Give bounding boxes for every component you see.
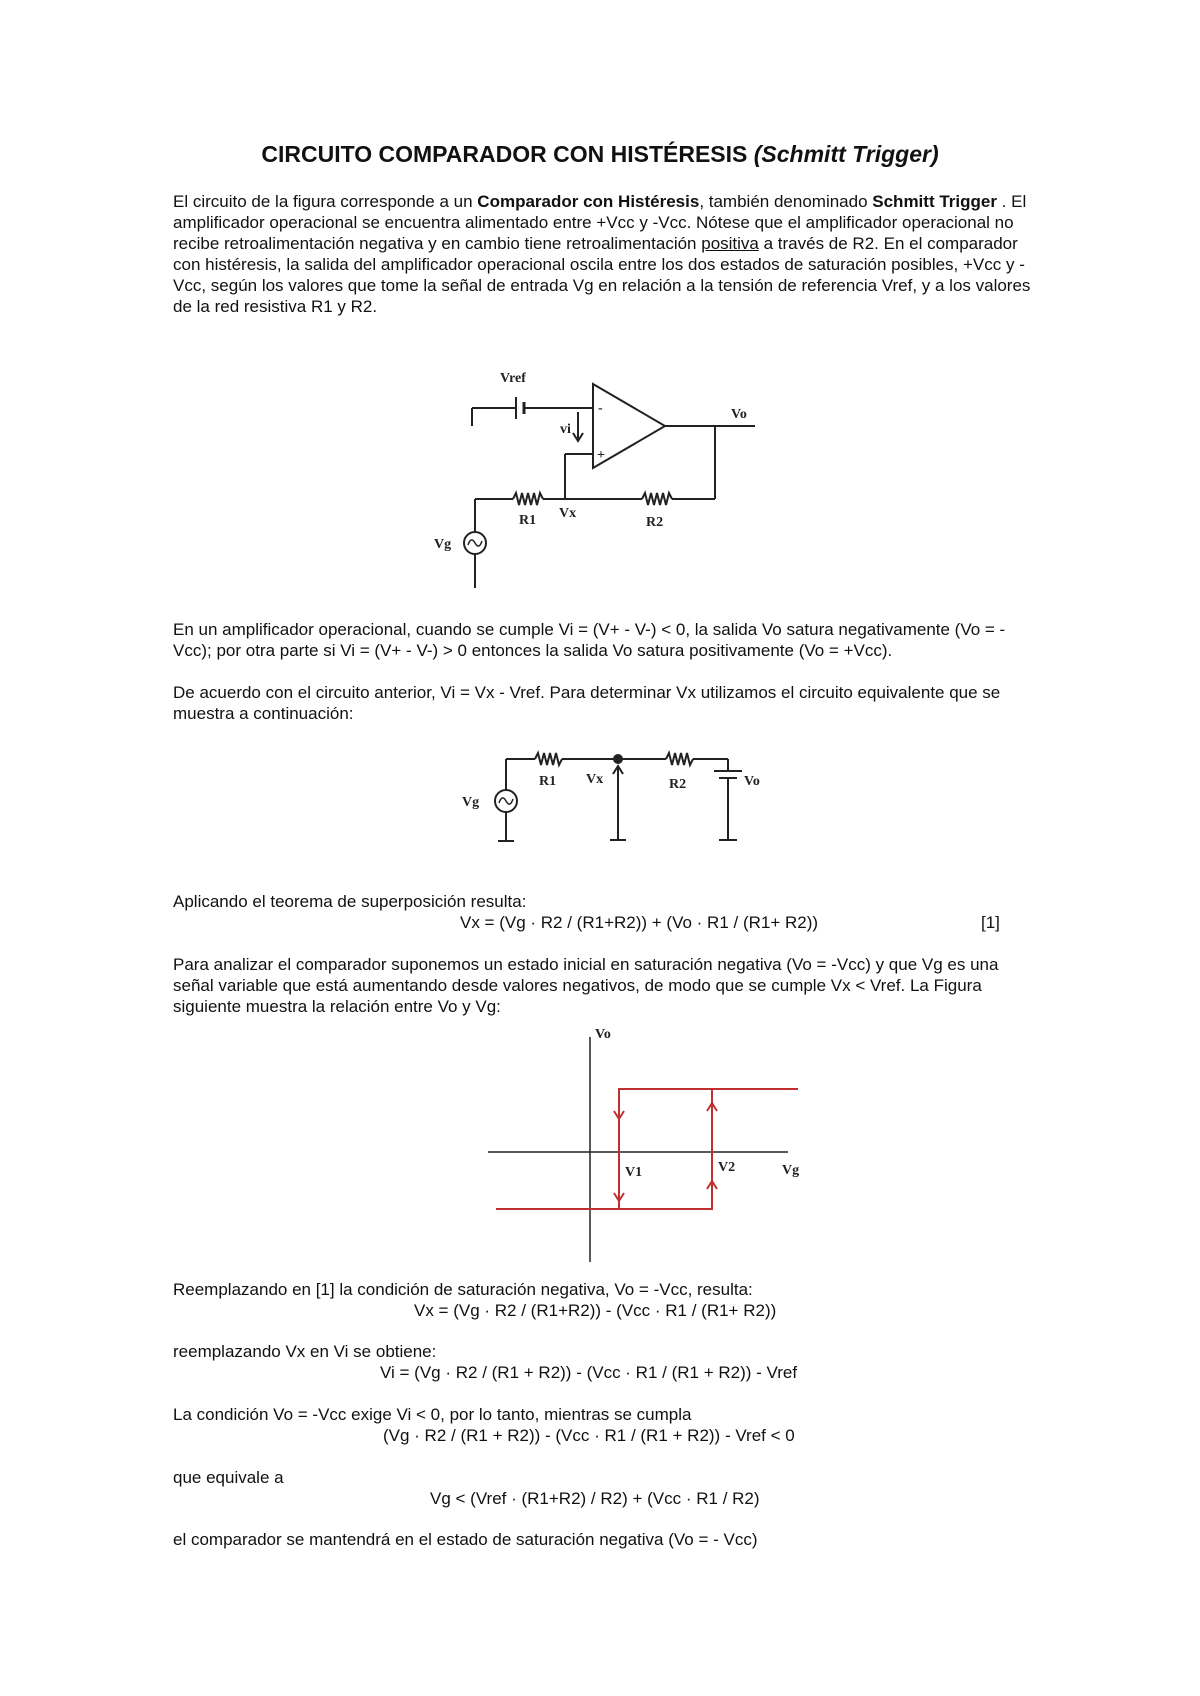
intro-text-1: El circuito de la figura corresponde a un (173, 192, 478, 211)
intro-text-2: , también denominado (699, 192, 873, 211)
equation-2: Vx = (Vg · R2 / (R1+R2)) - (Vcc · R1 / (R1+ R2)) (414, 1301, 777, 1320)
equation-3: Vi = (Vg · R2 / (R1 + R2)) - (Vcc · R1 / (R1 + R2)) - Vref (380, 1363, 798, 1382)
fig1-label-plus: + (597, 448, 605, 463)
fig1-label-r2: R2 (646, 515, 664, 530)
intro-paragraph (173, 191, 1035, 317)
hysteresis-loop (496, 1089, 798, 1209)
fig2-label-r2: R2 (669, 777, 687, 792)
figure-equivalent-circuit (455, 745, 775, 855)
r2-resistor (642, 493, 672, 505)
paragraph-saturation: En un amplificador operacional, cuando se cumple Vi = (V+ - V-) < 0, la salida Vo satura negativamente (Vo = -Vcc); por otra parte si Vi = (V+ - V-) > 0 entonces la salida Vo satura positivamente (Vo = +Vcc). (173, 620, 1006, 660)
fig2-label-vx: Vx (586, 772, 604, 787)
paragraph-superposition: Aplicando el teorema de superposición resulta: (173, 892, 527, 911)
paragraph-replacing: Reemplazando en [1] la condición de saturación negativa, Vo = -Vcc, resulta: (173, 1280, 753, 1299)
fig1-label-r1: R1 (519, 513, 537, 528)
figure-schmitt-circuit (420, 360, 780, 600)
fig2-label-vo: Vo (744, 774, 760, 789)
paragraph-replacing-vx: reemplazando Vx en Vi se obtiene: (173, 1342, 437, 1361)
fig2-label-vg: Vg (462, 795, 480, 810)
paragraph-condition: La condición Vo = -Vcc exige Vi < 0, por lo tanto, mientras se cumpla (173, 1405, 692, 1424)
title-main: CIRCUITO COMPARADOR CON HISTÉRESIS (261, 141, 748, 167)
equation-1-number: [1] (981, 913, 1000, 932)
fig3-label-vg: Vg (782, 1163, 800, 1178)
fig3-label-v1: V1 (625, 1165, 643, 1180)
intro-text-4: a través de R2. En el comparador con histéresis, la salida del amplificador operacional oscila entre los dos estados de saturación posibles, +Vcc y -Vcc, según los valores que tome la señal de entrada Vg en relación a la tensión de referencia Vref, y a los valores de la red resistiva R1 y R2. (173, 234, 1031, 316)
fig3-label-v2: V2 (718, 1160, 736, 1175)
fig1-label-vg: Vg (434, 537, 452, 552)
equation-4: (Vg · R2 / (R1 + R2)) - (Vcc · R1 / (R1 + R2)) - Vref < 0 (383, 1426, 795, 1445)
r2-resistor-eq (666, 753, 693, 765)
paragraph-analysis: Para analizar el comparador suponemos un estado inicial en saturación negativa (Vo = -Vcc) y que Vg es una señal variable que está aumentando desde valores negativos, de modo que se cumple Vx < Vref. La Figura siguiente muestra la relación entre Vo y Vg: (173, 955, 999, 1016)
figure-hysteresis-curve (485, 1025, 815, 1265)
paragraph-equivalent: De acuerdo con el circuito anterior, Vi = Vx - Vref. Para determinar Vx utilizamos el circuito equivalente que se muestra a continuación: (173, 683, 1001, 723)
page-title (0, 141, 1200, 168)
r1-resistor-eq (535, 753, 562, 765)
fig1-label-vi: vi (560, 422, 571, 437)
equation-5: Vg < (Vref · (R1+R2) / R2) + (Vcc · R1 / R2) (430, 1489, 760, 1508)
intro-bold-2: Schmitt Trigger (872, 192, 997, 211)
intro-text-3: . El amplificador operacional se encuentra alimentado entre +Vcc y -Vcc. Nótese que el amplificador operacional no recibe retroalimentación negativa y en cambio tiene retroalimentación (173, 192, 1027, 253)
curve-rising (496, 1089, 798, 1209)
fig1-label-minus: - (598, 401, 603, 416)
fig2-label-r1: R1 (539, 774, 557, 789)
intro-underlined: positiva (701, 234, 759, 253)
fig1-label-vref: Vref (500, 371, 526, 386)
paragraph-conclusion: el comparador se mantendrá en el estado de saturación negativa (Vo = - Vcc) (173, 1530, 758, 1549)
r1-resistor (513, 493, 543, 505)
title-italic: (Schmitt Trigger) (753, 141, 939, 167)
fig3-label-vo: Vo (595, 1027, 611, 1042)
equation-1: Vx = (Vg · R2 / (R1+R2)) + (Vo · R1 / (R1+ R2)) (460, 913, 819, 932)
fig1-label-vo: Vo (731, 407, 747, 422)
paragraph-equivalent-to: que equivale a (173, 1468, 284, 1487)
intro-bold-1: Comparador con Histéresis (477, 192, 700, 211)
fig1-label-vx: Vx (559, 506, 577, 521)
vx-node-dot (613, 754, 623, 764)
